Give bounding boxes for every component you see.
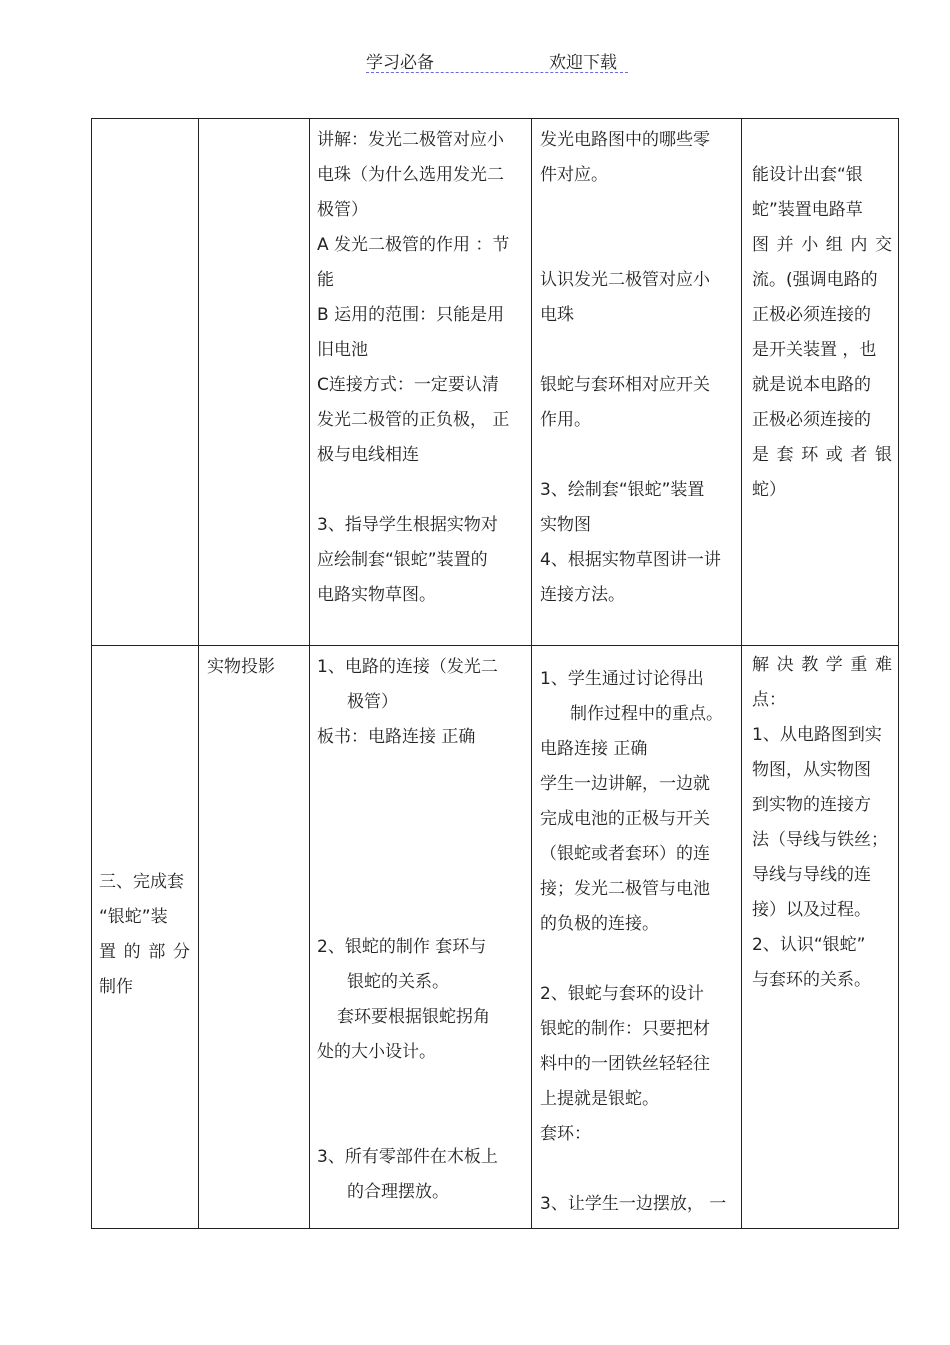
text-line: 3、指导学生根据实物对 <box>317 515 498 535</box>
text-line: 电路连接 正确 <box>540 739 648 759</box>
text-line: 1、从电路图到实 <box>752 725 882 745</box>
text-line: 能设计出套“银 <box>752 165 863 185</box>
header-right-text: 欢迎下载 <box>549 53 617 73</box>
text-line: 制作 <box>99 977 133 997</box>
text-line: 件对应。 <box>540 165 608 185</box>
text-line: 接；发光二极管与电池 <box>540 879 710 899</box>
text-line: 极管） <box>347 692 398 712</box>
text-line: 流。(强调电路的 <box>752 270 878 290</box>
text-line: 旧电池 <box>317 340 368 360</box>
text-line: 3、绘制套“银蛇”装置 <box>540 480 705 500</box>
text-line: 三、完成套 <box>99 872 184 892</box>
text-line: 蛇”装置电路草 <box>752 200 863 220</box>
text-line: 电珠（为什么选用发光二 <box>317 165 504 185</box>
text-line: 极与电线相连 <box>317 445 419 465</box>
text-line: 2、银蛇的制作 套环与 <box>317 937 487 957</box>
text-line: 到实物的连接方 <box>752 795 871 815</box>
text-line: 发光二极管的正负极， 正 <box>317 410 510 430</box>
text-line: 讲解：发光二极管对应小 <box>317 130 504 150</box>
text-line: 能 <box>317 270 334 290</box>
r1-teacher-cell <box>310 119 532 646</box>
text-line: 银蛇的制作：只要把材 <box>540 1019 710 1039</box>
text-line: A 发光二极管的作用 ：节 <box>317 235 510 255</box>
text-line: B 运用的范围：只能是用 <box>317 305 505 325</box>
text-line: 完成电池的正极与开关 <box>540 809 710 829</box>
table-row <box>92 119 899 646</box>
text-line: 银蛇与套环相对应开关 <box>540 375 710 395</box>
text-line: 4、根据实物草图讲一讲 <box>540 550 721 570</box>
text-line: 置的部分 <box>99 942 190 962</box>
r1-goal-cell <box>742 119 899 646</box>
text-line: 正极必须连接的 <box>752 305 871 325</box>
r1-student-cell <box>532 119 742 646</box>
text-line: 是套环或者银 <box>752 445 892 465</box>
r2-stage-cell <box>92 646 199 1229</box>
text-line: 套环要根据银蛇拐角 <box>337 1007 490 1027</box>
text-line: 导线与导线的连 <box>752 865 871 885</box>
text-line: 发光电路图中的哪些零 <box>540 130 710 150</box>
text-line: 正极必须连接的 <box>752 410 871 430</box>
lesson-plan-table <box>91 118 899 1229</box>
text-line: “银蛇”装 <box>99 907 168 927</box>
text-line: 图并小组内交 <box>752 235 892 255</box>
text-line: 1、电路的连接（发光二 <box>317 657 498 677</box>
text-line: （银蛇或者套环）的连 <box>540 844 710 864</box>
r2-media-cell <box>199 646 310 1229</box>
text-line: C连接方式：一定要认清 <box>317 375 499 395</box>
text-line: 学生一边讲解，一边就 <box>540 774 710 794</box>
header-left-text: 学习必备 <box>366 53 434 73</box>
text-line: 套环： <box>540 1124 591 1144</box>
text-line: 料中的一团铁丝轻轻往 <box>540 1054 710 1074</box>
text-line: 的合理摆放。 <box>347 1182 449 1202</box>
text-line: 电珠 <box>540 305 574 325</box>
text-line: 制作过程中的重点。 <box>570 704 723 724</box>
text-line: 是开关装置 ，也 <box>752 340 877 360</box>
text-line: 板书：电路连接 正确 <box>317 727 476 747</box>
text-line: 电路实物草图。 <box>317 585 436 605</box>
text-line: 解决教学重难 <box>752 655 892 675</box>
text-line: 法（导线与铁丝； <box>752 830 888 850</box>
text-line: 3、所有零部件在木板上 <box>317 1147 498 1167</box>
text-line: 实物投影 <box>207 657 275 677</box>
text-line: 1、学生通过讨论得出 <box>540 669 704 689</box>
text-line: 就是说本电路的 <box>752 375 871 395</box>
r1-stage-cell <box>92 119 199 646</box>
text-line: 点： <box>752 690 786 710</box>
r1-media-cell <box>199 119 310 646</box>
text-line: 连接方法。 <box>540 585 625 605</box>
text-line: 2、银蛇与套环的设计 <box>540 984 704 1004</box>
text-line: 与套环的关系。 <box>752 970 871 990</box>
text-line: 作用。 <box>540 410 591 430</box>
text-line: 接）以及过程。 <box>752 900 871 920</box>
r2-teacher-cell <box>310 646 532 1229</box>
r2-goal-cell <box>742 646 899 1229</box>
r2-student-cell <box>532 646 742 1229</box>
table-row <box>92 646 899 1229</box>
page-header <box>366 46 628 73</box>
text-line: 处的大小设计。 <box>317 1042 436 1062</box>
text-line: 实物图 <box>540 515 591 535</box>
text-line: 认识发光二极管对应小 <box>540 270 710 290</box>
text-line: 物图，从实物图 <box>752 760 871 780</box>
text-line: 上提就是银蛇。 <box>540 1089 659 1109</box>
text-line: 银蛇的关系。 <box>347 972 449 992</box>
text-line: 应绘制套“银蛇”装置的 <box>317 550 488 570</box>
text-line: 2、认识“银蛇” <box>752 935 866 955</box>
text-line: 3、让学生一边摆放， 一 <box>540 1194 727 1214</box>
text-line: 的负极的连接。 <box>540 914 659 934</box>
text-line: 极管） <box>317 200 368 220</box>
text-line: 蛇） <box>752 480 786 500</box>
